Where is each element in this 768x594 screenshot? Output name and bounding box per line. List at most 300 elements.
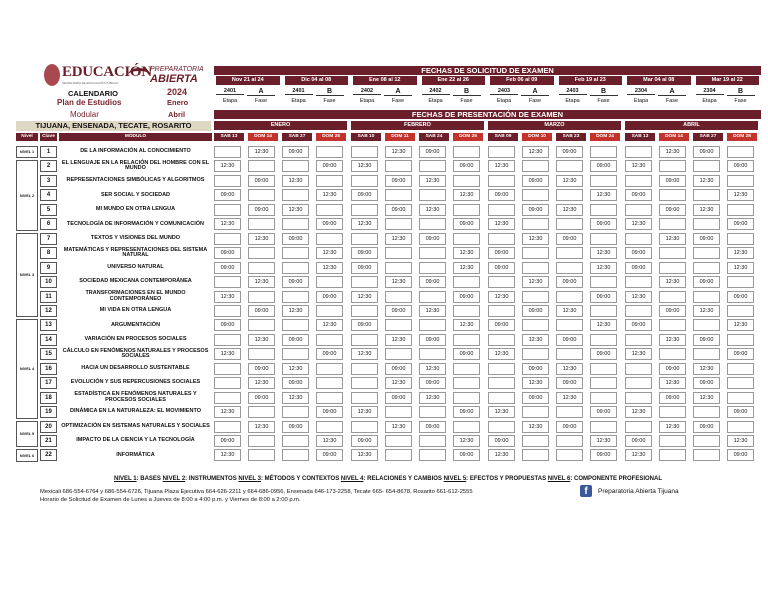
schedule-cell [522, 435, 549, 447]
schedule-cell [351, 363, 378, 375]
schedule-cell [351, 421, 378, 433]
schedule-cell: 12:30 [214, 449, 241, 461]
year-label: 2024 [167, 87, 188, 97]
schedule-cell: 12:30 [419, 175, 446, 187]
schedule-cell [316, 421, 343, 433]
schedule-cell [625, 276, 652, 288]
schedule-cell [385, 262, 412, 274]
schedule-cell: 12:30 [488, 449, 515, 461]
schedule-cell: 09:00 [488, 435, 515, 447]
contact-phones: Mexicali 686-554-6764 y 686-554-6726, Tijuana Plaza Ejecutiva 664-626-2211 y 664-686-0956, Ensenada 646-173-2258, Tecate 665- 654-8678, Rosarito 661-612-2555 [40, 489, 473, 495]
schedule-cell: 09:00 [453, 449, 480, 461]
day-header: DOM 10 [522, 133, 552, 141]
schedule-cell: 12:30 [385, 377, 412, 389]
schedule-cell [522, 449, 549, 461]
month-header: MARZO [488, 121, 621, 130]
schedule-cell [453, 233, 480, 245]
schedule-cell [659, 247, 686, 259]
solicitud-code: 2401 [216, 88, 244, 95]
schedule-cell: 09:00 [659, 175, 686, 187]
schedule-cell [488, 392, 515, 404]
module-number: 18 [40, 392, 57, 404]
schedule-cell: 12:30 [419, 204, 446, 216]
schedule-cell: 09:00 [488, 189, 515, 201]
schedule-cell: 12:30 [590, 435, 617, 447]
schedule-cell: 12:30 [214, 160, 241, 172]
schedule-cell: 12:30 [453, 247, 480, 259]
schedule-cell: 09:00 [659, 392, 686, 404]
schedule-cell [693, 449, 720, 461]
facebook-icon[interactable]: f [580, 485, 592, 497]
schedule-cell: 09:00 [727, 218, 754, 230]
schedule-cell [556, 160, 583, 172]
schedule-cell: 09:00 [659, 363, 686, 375]
schedule-cell [385, 406, 412, 418]
module-number: 7 [40, 233, 57, 245]
schedule-cell [214, 421, 241, 433]
schedule-cell: 09:00 [282, 334, 309, 346]
module-name: HACIA UN DESARROLLO SUSTENTABLE [81, 365, 190, 371]
schedule-cell [419, 160, 446, 172]
schedule-cell: 09:00 [316, 406, 343, 418]
schedule-cell [316, 233, 343, 245]
schedule-cell: 12:30 [282, 363, 309, 375]
schedule-cell [556, 406, 583, 418]
schedule-cell: 09:00 [385, 204, 412, 216]
schedule-cell: 09:00 [693, 146, 720, 158]
schedule-cell [727, 421, 754, 433]
level-label: NIVEL 5 [16, 421, 38, 448]
presentacion-title: FECHAS DE PRESENTACIÓN DE EXAMEN [214, 110, 761, 119]
day-header: DOM 24 [590, 133, 620, 141]
schedule-cell [522, 262, 549, 274]
level-label: NIVEL 1 [16, 146, 38, 158]
schedule-cell [419, 247, 446, 259]
schedule-cell [522, 247, 549, 259]
schedule-cell: 12:30 [385, 334, 412, 346]
month-header: ABRIL [625, 121, 758, 130]
schedule-cell: 09:00 [556, 421, 583, 433]
solicitud-dates: Mar 04 al 08 [627, 76, 691, 85]
schedule-cell [453, 204, 480, 216]
facebook-page-link[interactable]: Preparatoria Abierta Tijuana [598, 488, 679, 495]
schedule-cell [282, 218, 309, 230]
schedule-cell [453, 334, 480, 346]
schedule-cell: 12:30 [659, 276, 686, 288]
fase-label: Fase [734, 98, 747, 104]
module-name: EL LENGUAJE EN LA RELACIÓN DEL HOMBRE CON EL MUNDO [61, 159, 210, 172]
schedule-cell [488, 175, 515, 187]
schedule-cell [316, 276, 343, 288]
schedule-cell: 12:30 [659, 377, 686, 389]
schedule-cell: 09:00 [590, 348, 617, 360]
schedule-cell [590, 305, 617, 317]
schedule-cell: 09:00 [522, 392, 549, 404]
schedule-cell: 09:00 [282, 276, 309, 288]
schedule-cell [727, 276, 754, 288]
schedule-cell: 09:00 [419, 276, 446, 288]
schedule-cell: 09:00 [316, 348, 343, 360]
schedule-cell: 12:30 [659, 334, 686, 346]
schedule-cell: 09:00 [727, 348, 754, 360]
schedule-cell: 12:30 [488, 218, 515, 230]
schedule-cell: 12:30 [693, 392, 720, 404]
solicitud-letter: A [521, 88, 549, 96]
schedule-cell: 09:00 [693, 334, 720, 346]
schedule-cell: 12:30 [556, 175, 583, 187]
schedule-cell: 09:00 [727, 449, 754, 461]
schedule-cell: 09:00 [590, 449, 617, 461]
schedule-cell: 12:30 [590, 262, 617, 274]
module-number: 3 [40, 175, 57, 187]
schedule-cell: 12:30 [625, 160, 652, 172]
module-number: 11 [40, 291, 57, 303]
prepa-logo-line2: ABIERTA [150, 73, 198, 85]
schedule-cell: 12:30 [590, 189, 617, 201]
schedule-cell: 12:30 [248, 421, 275, 433]
schedule-cell [659, 348, 686, 360]
schedule-cell: 12:30 [419, 305, 446, 317]
schedule-cell: 12:30 [727, 189, 754, 201]
schedule-cell [659, 218, 686, 230]
month-end: Abril [168, 110, 186, 119]
level-label: NIVEL 3 [16, 233, 38, 318]
schedule-cell [248, 262, 275, 274]
schedule-cell: 09:00 [556, 377, 583, 389]
schedule-cell: 12:30 [248, 276, 275, 288]
level-key: NIVEL 4 [340, 476, 364, 482]
solicitud-code: 2402 [353, 88, 381, 95]
schedule-cell [522, 189, 549, 201]
schedule-cell [693, 160, 720, 172]
schedule-cell [556, 247, 583, 259]
schedule-cell [556, 449, 583, 461]
schedule-cell [419, 449, 446, 461]
schedule-cell: 12:30 [522, 421, 549, 433]
schedule-cell [282, 449, 309, 461]
schedule-cell: 12:30 [522, 377, 549, 389]
schedule-cell [214, 146, 241, 158]
schedule-cell [556, 348, 583, 360]
schedule-cell: 12:30 [351, 348, 378, 360]
schedule-cell: 12:30 [522, 276, 549, 288]
month-header: FEBRERO [351, 121, 484, 130]
module-name: UNIVERSO NATURAL [107, 263, 164, 270]
day-header: SAB 27 [282, 133, 312, 141]
schedule-cell [727, 363, 754, 375]
schedule-cell: 12:30 [351, 218, 378, 230]
schedule-cell: 12:30 [522, 146, 549, 158]
schedule-cell [693, 435, 720, 447]
module-name: MATEMÁTICAS Y REPRESENTACIONES DEL SISTEMA NATURAL [63, 246, 208, 259]
schedule-cell: 12:30 [385, 421, 412, 433]
schedule-cell [693, 319, 720, 331]
solicitud-dates: Ene 22 al 26 [422, 76, 486, 85]
day-header: DOM 14 [248, 133, 278, 141]
schedule-cell [282, 406, 309, 418]
day-header: SAB 10 [351, 133, 381, 141]
schedule-cell: 09:00 [419, 233, 446, 245]
fase-label: Fase [460, 98, 473, 104]
schedule-cell [419, 348, 446, 360]
schedule-cell: 09:00 [419, 377, 446, 389]
schedule-cell [385, 435, 412, 447]
schedule-cell [282, 348, 309, 360]
schedule-cell [419, 189, 446, 201]
schedule-cell: 09:00 [419, 146, 446, 158]
schedule-cell [727, 175, 754, 187]
schedule-cell: 12:30 [419, 363, 446, 375]
schedule-cell: 09:00 [351, 319, 378, 331]
schedule-cell [351, 334, 378, 346]
schedule-cell: 12:30 [385, 233, 412, 245]
schedule-cell: 09:00 [316, 160, 343, 172]
schedule-cell [590, 146, 617, 158]
module-number: 12 [40, 305, 57, 317]
schedule-cell: 12:30 [727, 262, 754, 274]
schedule-cell: 09:00 [556, 334, 583, 346]
month-header: ENERO [214, 121, 347, 130]
schedule-cell [316, 392, 343, 404]
level-key: NIVEL 3 [238, 476, 261, 482]
schedule-cell [556, 262, 583, 274]
schedule-cell [419, 262, 446, 274]
schedule-cell [316, 175, 343, 187]
schedule-cell: 09:00 [248, 363, 275, 375]
schedule-cell [590, 421, 617, 433]
schedule-cell: 09:00 [693, 233, 720, 245]
solicitud-letter: B [590, 88, 618, 96]
schedule-cell [488, 305, 515, 317]
schedule-cell [625, 204, 652, 216]
schedule-cell [556, 319, 583, 331]
schedule-cell [351, 377, 378, 389]
schedule-cell [248, 348, 275, 360]
schedule-cell [556, 291, 583, 303]
day-header: DOM 11 [385, 133, 415, 141]
schedule-cell: 09:00 [282, 233, 309, 245]
module-number: 8 [40, 247, 57, 259]
schedule-cell [248, 406, 275, 418]
schedule-cell [282, 189, 309, 201]
module-name: DE LA INFORMACIÓN AL CONOCIMIENTO [80, 148, 191, 155]
schedule-cell [625, 334, 652, 346]
schedule-cell: 12:30 [488, 406, 515, 418]
etapa-label: Etapa [222, 98, 238, 104]
schedule-cell [248, 319, 275, 331]
module-number: 4 [40, 189, 57, 201]
schedule-cell: 12:30 [590, 319, 617, 331]
schedule-cell [248, 291, 275, 303]
schedule-cell: 09:00 [385, 175, 412, 187]
module-number: 17 [40, 377, 57, 389]
schedule-cell [488, 276, 515, 288]
day-header: SAB 13 [625, 133, 655, 141]
module-number: 16 [40, 363, 57, 375]
schedule-cell [727, 204, 754, 216]
schedule-cell [727, 233, 754, 245]
schedule-cell [488, 363, 515, 375]
module-number: 6 [40, 218, 57, 230]
schedule-cell [248, 189, 275, 201]
schedule-cell: 09:00 [727, 406, 754, 418]
schedule-cell: 12:30 [625, 348, 652, 360]
schedule-cell [659, 291, 686, 303]
module-name: TRANSFORMACIONES EN EL MUNDO CONTEMPORÁNEO [85, 290, 186, 302]
schedule-cell [488, 204, 515, 216]
schedule-cell: 09:00 [453, 160, 480, 172]
module-name: EVOLUCIÓN Y SUS REPERCUSIONES SOCIALES [70, 379, 201, 386]
module-name: IMPACTO DE LA CIENCIA Y LA TECNOLOGÍA [76, 437, 195, 444]
schedule-cell: 12:30 [282, 305, 309, 317]
educacion-logo: EDUCACIÓN [62, 64, 152, 80]
schedule-cell: 09:00 [488, 319, 515, 331]
schedule-cell [625, 175, 652, 187]
schedule-cell: 09:00 [248, 175, 275, 187]
nivel-header: Nivel [16, 133, 38, 141]
schedule-cell: 09:00 [316, 291, 343, 303]
schedule-cell: 12:30 [282, 204, 309, 216]
day-header: SAB 13 [214, 133, 244, 141]
solicitud-letter: B [453, 88, 481, 96]
schedule-cell: 09:00 [214, 247, 241, 259]
module-number: 21 [40, 435, 57, 447]
schedule-cell: 09:00 [316, 449, 343, 461]
schedule-cell: 12:30 [453, 189, 480, 201]
schedule-cell [693, 218, 720, 230]
schedule-cell [214, 363, 241, 375]
etapa-label: Etapa [291, 98, 306, 104]
schedule-cell [659, 406, 686, 418]
schedule-cell [625, 363, 652, 375]
solicitud-dates: Feb 19 al 23 [559, 76, 623, 85]
plan-label: Plan de Estudios [57, 98, 122, 107]
schedule-cell: 09:00 [522, 305, 549, 317]
schedule-cell [453, 377, 480, 389]
module-number: 22 [40, 449, 57, 461]
schedule-cell [351, 233, 378, 245]
schedule-cell [590, 363, 617, 375]
schedule-cell: 09:00 [556, 233, 583, 245]
etapa-label: Etapa [359, 98, 375, 104]
solicitud-dates: Dic 04 al 08 [285, 76, 349, 85]
schedule-cell: 09:00 [453, 218, 480, 230]
fase-label: Fase [528, 98, 542, 104]
schedule-cell: 12:30 [316, 262, 343, 274]
schedule-cell [522, 406, 549, 418]
schedule-cell [419, 319, 446, 331]
schedule-cell [385, 348, 412, 360]
schedule-cell: 09:00 [727, 291, 754, 303]
schedule-cell [488, 334, 515, 346]
schedule-cell [556, 218, 583, 230]
schedule-cell: 12:30 [351, 449, 378, 461]
schedule-cell: 09:00 [693, 377, 720, 389]
solicitud-code: 2402 [422, 88, 450, 95]
schedule-cell [282, 160, 309, 172]
schedule-cell [385, 218, 412, 230]
schedule-cell: 12:30 [316, 189, 343, 201]
schedule-cell: 09:00 [214, 189, 241, 201]
schedule-cell: 12:30 [248, 146, 275, 158]
module-number: 19 [40, 406, 57, 418]
schedule-cell: 12:30 [351, 406, 378, 418]
level-desc: : INSTRUMENTOS [185, 476, 239, 482]
solicitud-code: 2304 [627, 88, 655, 95]
module-number: 2 [40, 160, 57, 172]
schedule-cell [385, 319, 412, 331]
schedule-cell [351, 392, 378, 404]
schedule-cell [248, 160, 275, 172]
schedule-cell [522, 348, 549, 360]
schedule-cell: 09:00 [419, 334, 446, 346]
solicitud-letter: A [247, 88, 275, 96]
schedule-cell: 12:30 [693, 175, 720, 187]
schedule-cell: 12:30 [419, 392, 446, 404]
level-desc: : RELACIONES Y CAMBIOS [363, 476, 444, 482]
educacion-logo-subtitle: SECRETARÍA DE EDUCACIÓN PÚBLICA [62, 81, 119, 85]
solicitud-letter: A [384, 88, 412, 96]
schedule-cell [488, 421, 515, 433]
schedule-cell: 12:30 [316, 247, 343, 259]
schedule-cell [453, 175, 480, 187]
module-number: 9 [40, 262, 57, 274]
schedule-cell [453, 363, 480, 375]
schedule-cell: 12:30 [659, 146, 686, 158]
schedule-cell [625, 305, 652, 317]
schedule-cell: 12:30 [693, 204, 720, 216]
prepa-logo-line1: PREPARATORIA [150, 66, 204, 73]
schedule-cell [590, 334, 617, 346]
schedule-cell: 09:00 [659, 204, 686, 216]
solicitud-dates: Ene 08 al 12 [353, 76, 417, 85]
schedule-cell: 12:30 [693, 363, 720, 375]
module-number: 10 [40, 276, 57, 288]
schedule-cell [522, 160, 549, 172]
schedule-cell: 12:30 [556, 204, 583, 216]
schedule-cell [214, 392, 241, 404]
schedule-cell [590, 276, 617, 288]
schedule-cell: 09:00 [351, 189, 378, 201]
schedule-cell [693, 189, 720, 201]
level-key: NIVEL 6 [547, 476, 571, 482]
solicitud-letter: B [727, 88, 755, 96]
schedule-cell: 12:30 [214, 348, 241, 360]
schedule-cell: 12:30 [488, 348, 515, 360]
schedule-cell [727, 146, 754, 158]
fase-label: Fase [254, 98, 268, 104]
schedule-cell: 12:30 [659, 421, 686, 433]
schedule-cell [385, 449, 412, 461]
solicitud-dates: Nov 21 al 24 [216, 76, 280, 85]
schedule-cell [727, 334, 754, 346]
schedule-cell: 12:30 [453, 262, 480, 274]
schedule-cell: 12:30 [385, 146, 412, 158]
schedule-cell: 12:30 [316, 319, 343, 331]
module-name: VARIACIÓN EN PROCESOS SOCIALES [84, 336, 187, 343]
modulo-header: MÓDULO [59, 133, 212, 141]
schedule-cell [556, 435, 583, 447]
schedule-cell [488, 233, 515, 245]
schedule-cell: 09:00 [214, 262, 241, 274]
schedule-cell: 12:30 [248, 334, 275, 346]
schedule-cell [659, 160, 686, 172]
schedule-cell [214, 233, 241, 245]
solicitud-code: 2304 [696, 88, 724, 95]
module-name: MI MUNDO EN OTRA LENGUA [95, 206, 176, 213]
solicitud-code: 2403 [559, 88, 587, 95]
schedule-cell: 09:00 [556, 276, 583, 288]
